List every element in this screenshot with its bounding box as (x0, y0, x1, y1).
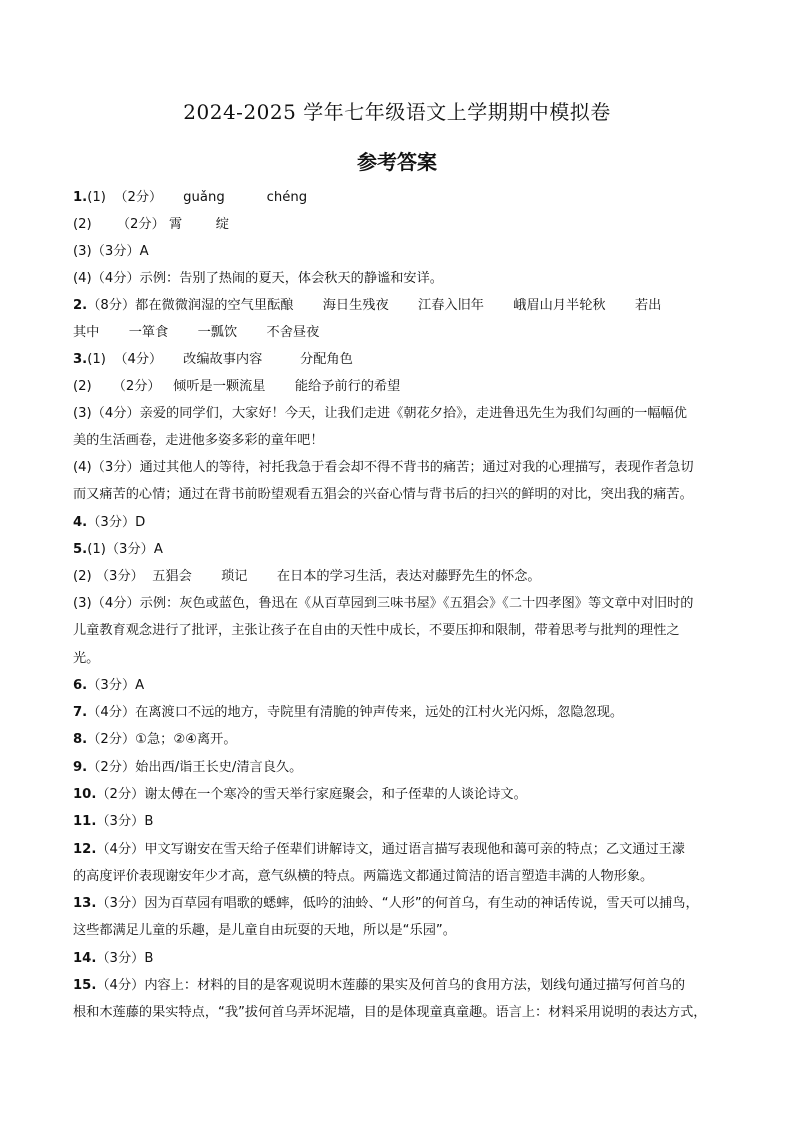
question-number: 1. (73, 190, 88, 205)
question-number: 11. (73, 814, 97, 829)
answer-line (73, 297, 724, 314)
answer-text: (3)（4分）示例：灰色或蓝色，鲁迅在《从百草园到三味书屋》《五猖会》《二十四孝图》等文章中对旧时的 (73, 596, 694, 611)
answer-text: （2分）谢太傅在一个寒冷的雪天举行家庭聚会，和子侄辈的人谈论诗文。 (96, 787, 527, 802)
page-subtitle: 参考答案 (357, 150, 437, 174)
answer-text: （3分）D (87, 515, 146, 530)
answer-text: 光。 (73, 651, 100, 666)
question-number: 9. (73, 760, 88, 775)
answer-line (73, 324, 724, 341)
question-number: 7. (73, 705, 88, 720)
answer-line (73, 841, 724, 858)
answer-line (73, 622, 724, 639)
answer-line (73, 731, 724, 748)
question-number: 3. (73, 352, 88, 367)
answer-line (73, 704, 724, 721)
answer-text: （3分）B (96, 814, 154, 829)
answer-text: （3分）B (96, 951, 154, 966)
answer-text: 儿童教育观念进行了批评，主张让孩子在自由的天性中成长，不要压抑和限制，带着思考与批判的理性之 (73, 623, 680, 638)
answer-line (73, 868, 724, 885)
answer-line (73, 650, 724, 667)
answer-text: (1)（3分）A (87, 542, 163, 557)
answer-line (73, 1004, 724, 1021)
answer-line (73, 189, 724, 206)
answer-text: （3分）因为百草园有唱歌的蟋蟀，低吟的油蛉、“人形”的何首乌，有生动的神话传说，雪天可以捕鸟， (96, 896, 699, 911)
answer-line (73, 405, 724, 422)
answer-line (73, 351, 724, 368)
answer-text: （4分）甲文写谢安在雪天给子侄辈们讲解诗文，通过语言描写表现他和蔼可亲的特点；乙文通过王濛 (96, 842, 686, 857)
answer-line (73, 895, 724, 912)
question-number: 12. (73, 842, 97, 857)
answer-text: （8分）都在微微润湿的空气里酝酿 海日生残夜 江春入旧年 峨眉山月半轮秋 若出 (87, 298, 662, 313)
answer-text: 的高度评价表现谢安年少才高，意气纵横的特点。两篇选文都通过简洁的语言塑造丰满的人物形象。 (73, 869, 654, 884)
answer-line (73, 243, 724, 260)
answer-text: (2) （3分） 五猖会 琐记 在日本的学习生活，表达对藤野先生的怀念。 (73, 569, 541, 584)
answer-text: （3分）A (87, 678, 145, 693)
question-number: 14. (73, 951, 97, 966)
answer-text: 而又痛苦的心情；通过在背书前盼望观看五猖会的兴奋心情与背书后的扫兴的鲜明的对比，突出我的痛苦。 (73, 487, 693, 502)
answer-text: (3)（3分）A (73, 244, 149, 259)
answer-text: 根和木莲藤的果实特点，“我”拔何首乌弄坏泥墙，目的是体现童真童趣。语言上：材料采用说明的表达方式， (73, 1005, 707, 1020)
answer-text: (2) （2分） 霄 绽 (73, 217, 229, 232)
question-number: 8. (73, 732, 88, 747)
answer-line (73, 459, 724, 476)
answer-line (73, 677, 724, 694)
answer-line (73, 541, 724, 558)
answer-text: (4)（3分）通过其他人的等待，衬托我急于看会却不得不背书的痛苦；通过对我的心理描写，表现作者急切 (73, 460, 694, 475)
answer-line (73, 378, 724, 395)
answer-line (73, 950, 724, 967)
answer-line (73, 486, 724, 503)
answer-line (73, 216, 724, 233)
answer-text: （4分）内容上：材料的目的是客观说明木莲藤的果实及何首乌的食用方法，划线句通过描写何首乌的 (96, 978, 686, 993)
answer-line (73, 759, 724, 776)
question-number: 15. (73, 978, 97, 993)
answer-text: 其中 一箪食 一瓢饮 不舍昼夜 (73, 325, 320, 340)
page-title: 2024-2025 学年七年级语文上学期期中模拟卷 (183, 100, 611, 124)
question-number: 4. (73, 515, 88, 530)
answer-line (73, 595, 724, 612)
question-number: 5. (73, 542, 88, 557)
answer-line (73, 922, 724, 939)
answer-line (73, 270, 724, 287)
question-number: 6. (73, 678, 88, 693)
answer-line (73, 813, 724, 830)
answer-text: (1) （2分） guǎng chéng (87, 190, 308, 205)
answer-line (73, 432, 724, 449)
question-number: 10. (73, 787, 97, 802)
answer-text: (2) （2分） 倾听是一颗流星 能给予前行的希望 (73, 379, 401, 394)
question-number: 13. (73, 896, 97, 911)
answer-line (73, 514, 724, 531)
answer-line (73, 786, 724, 803)
answer-line (73, 977, 724, 994)
answer-text: （4分）在离渡口不远的地方，寺院里有清脆的钟声传来，远处的江村火光闪烁，忽隐忽现。 (87, 705, 624, 720)
answer-text: 这些都满足儿童的乐趣，是儿童自由玩耍的天地，所以是“乐园”。 (73, 923, 456, 938)
answer-text: (1) （4分） 改编故事内容 分配角色 (87, 352, 353, 367)
answer-text: （2分）始出西/诣王长史/清言良久。 (87, 760, 303, 775)
answer-text: （2分）①急；②④离开。 (87, 732, 237, 747)
answer-text: (4)（4分）示例：告别了热闹的夏天，体会秋天的静谧和安详。 (73, 271, 443, 286)
question-number: 2. (73, 298, 88, 313)
answer-text: 美的生活画卷，走进他多姿多彩的童年吧！ (73, 433, 324, 448)
answer-line (73, 568, 724, 585)
answer-text: (3)（4分）亲爱的同学们，大家好！今天，让我们走进《朝花夕拾》，走进鲁迅先生为我们勾画的一幅幅优 (73, 406, 687, 421)
